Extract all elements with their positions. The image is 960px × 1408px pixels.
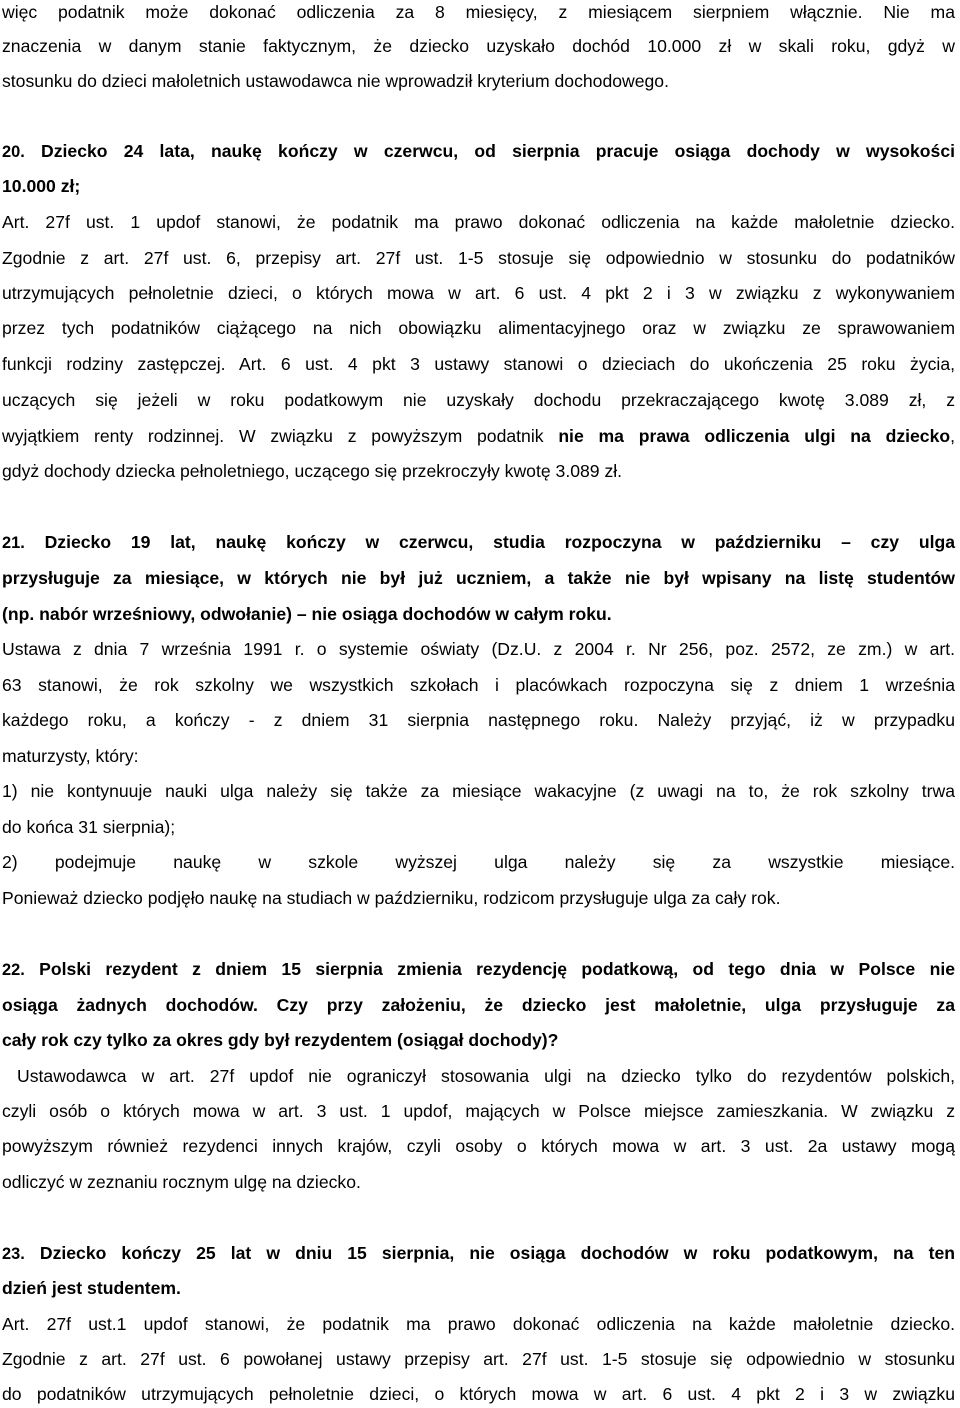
body-line: czyli osób o których mowa w art. 3 ust. 1 updof, mających w Polsce miejsce zamieszkania. W związku z [2,1101,955,1121]
body-line: przez tych podatników ciążącego na nich obowiązku alimentacyjnego oraz w związku ze sprawowaniem [2,318,955,338]
list-item: 2) podejmuje naukę w szkole wyższej ulga należy się za wszystkie miesiące. [2,852,955,872]
body-line: funkcji rodziny zastępczej. Art. 6 ust. 4 pkt 3 ustawy stanowi o dzieciach do ukończenia 25 roku życia, [2,354,955,374]
body-line: Ustawa z dnia 7 września 1991 r. o systemie oświaty (Dz.U. z 2004 r. Nr 256, poz. 2572, ze zm.) w art. [2,639,955,659]
question-number: 20. [2,143,25,161]
body-line: stosunku do dzieci małoletnich ustawodawca nie wprowadził kryterium dochodowego. [2,71,669,91]
body-line: Zgodnie z art. 27f ust. 6 powołanej ustawy przepisy art. 27f ust. 1-5 stosuje się odpowiednio w stosunku [2,1349,955,1369]
body-line: wyjątkiem renty rodzinnej. W związku z powyższym podatnik nie ma prawa odliczenia ulgi na dziecko, [2,426,955,446]
question-number: 22. [2,961,25,979]
body-line: Ustawodawca w art. 27f updof nie ograniczył stosowania ulgi na dziecko tylko do rezydentów polskich, [2,1066,955,1086]
body-line: odliczyć w zeznaniu rocznym ulgę na dziecko. [2,1172,361,1192]
body-line: Ponieważ dziecko podjęło naukę na studiach w październiku, rodzicom przysługuje ulga za cały rok. [2,888,781,908]
list-item: 1) nie kontynuuje nauki ulga należy się także za miesiące wakacyjne (z uwagi na to, że rok szkolny trwa [2,781,955,801]
emphasis: nie ma prawa odliczenia ulgi na dziecko [558,426,951,446]
body-line: Art. 27f ust.1 updof stanowi, że podatnik ma prawo dokonać odliczenia na każde małoletnie dziecko. [2,1314,955,1334]
body-line: więc podatnik może dokonać odliczenia za 8 miesięcy, z miesiącem sierpniem włącznie. Nie ma [2,2,955,22]
body-line: Art. 27f ust. 1 updof stanowi, że podatnik ma prawo dokonać odliczenia na każde małoletnie dziecko. [2,212,955,232]
body-line: każdego roku, a kończy - z dniem 31 sierpnia następnego roku. Należy przyjąć, iż w przypadku [2,710,955,730]
question-number: 21. [2,534,25,552]
question-23-heading: 23. Dziecko kończy 25 lat w dniu 15 sierpnia, nie osiąga dochodów w roku podatkowym, na ten [2,1243,955,1263]
question-21-heading: (np. nabór wrześniowy, odwołanie) – nie osiąga dochodów w całym roku. [2,604,612,624]
question-21-heading: 21. Dziecko 19 lat, naukę kończy w czerwcu, studia rozpoczyna w październiku – czy ulga [2,532,955,552]
question-22-heading: osiąga żadnych dochodów. Czy przy założeniu, że dziecko jest małoletnie, ulga przysługuje za [2,995,955,1015]
question-number: 23. [2,1245,25,1263]
body-line: maturzysty, który: [2,746,139,766]
body-line: gdyż dochody dziecka pełnoletniego, uczącego się przekroczyły kwotę 3.089 zł. [2,461,623,481]
question-21-heading: przysługuje za miesiące, w których nie był już uczniem, a także nie był wpisany na listę studentów [2,568,955,588]
question-20-heading: 20. Dziecko 24 lata, naukę kończy w czerwcu, od sierpnia pracuje osiąga dochody w wysokości [2,141,956,161]
question-22-heading: 22. Polski rezydent z dniem 15 sierpnia zmienia rezydencję podatkową, od tego dnia w Polsce nie [2,959,955,979]
body-line: do podatników utrzymujących pełnoletnie dzieci, o których mowa w art. 6 ust. 4 pkt 2 i 3 w związku [2,1384,955,1404]
body-line: utrzymujących pełnoletnie dzieci, o których mowa w art. 6 ust. 4 pkt 2 i 3 w związku z wykonywaniem [2,283,955,303]
body-line: uczących się jeżeli w roku podatkowym nie uzyskały dochodu przekraczającego kwotę 3.089 zł, z [2,390,955,410]
list-item: do końca 31 sierpnia); [2,817,176,837]
question-22-heading: cały rok czy tylko za okres gdy był rezydentem (osiągał dochody)? [2,1030,559,1050]
body-line: 63 stanowi, że rok szkolny we wszystkich szkołach i placówkach rozpoczyna się z dniem 1 września [2,675,955,695]
question-23-heading: dzień jest studentem. [2,1278,181,1298]
question-20-heading: 10.000 zł; [2,176,81,196]
body-line: znaczenia w danym stanie faktycznym, że dziecko uzyskało dochód 10.000 zł w skali roku, gdyż w [2,36,955,56]
body-line: powyższym również rezydenci innych krajów, czyli osoby o których mowa w art. 3 ust. 2a ustawy mogą [2,1136,955,1156]
body-line: Zgodnie z art. 27f ust. 6, przepisy art. 27f ust. 1-5 stosuje się odpowiednio w stosunku do podatników [2,248,955,268]
